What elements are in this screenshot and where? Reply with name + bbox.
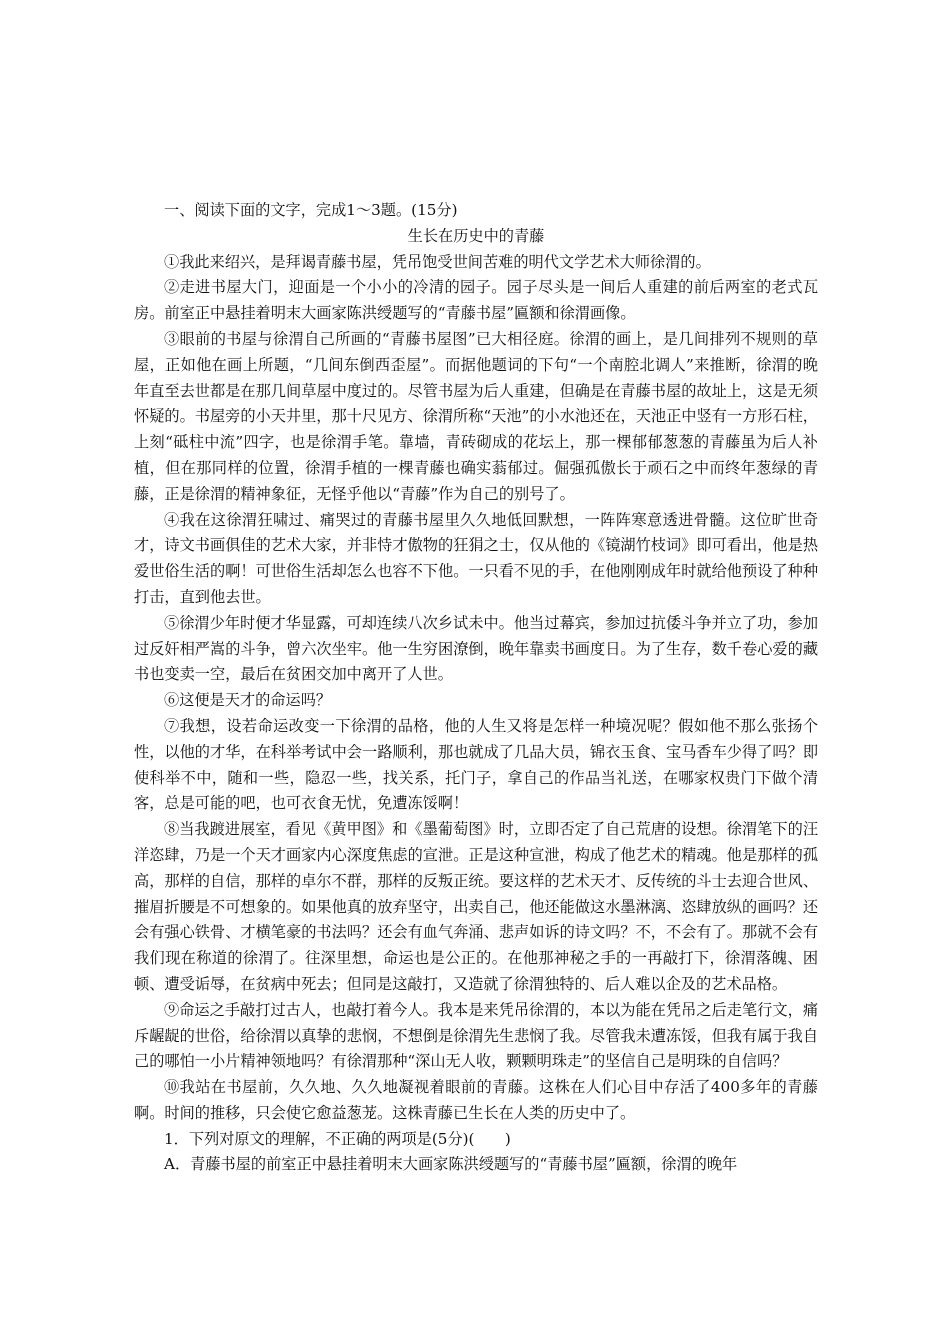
- paragraph-7: ⑦我想，设若命运改变一下徐渭的品格，他的人生又将是怎样一种境况呢？假如他不那么张扬个性，以他的才华，在科举考试中会一路顺利，那也就成了几品大员，锦衣玉食、宝马香车少得了吗？即使科举不中，随和一些，隐忍一些，找关系，托门子，拿自己的作品当礼送，在哪家权贵门下做个清客，总是可能的吧，也可衣食无忧，免遭冻馁啊！: [134, 716, 818, 813]
- section-header: 一、阅读下面的文字，完成1～3题。(15分): [164, 201, 458, 219]
- paragraph-4: ④我在这徐渭狂啸过、痛哭过的青藤书屋里久久地低回默想，一阵阵寒意透进骨髓。这位旷世奇才，诗文书画俱佳的艺术大家，并非恃才傲物的狂狷之士，仅从他的《镜湖竹枝词》即可看出，他是热爱世俗生活的啊！可世俗生活却怎么也容不下他。一只看不见的手，在他刚刚成年时就给他预设了种种打击，直到他去世。: [134, 510, 818, 606]
- paragraph-5: ⑤徐渭少年时便才华显露，可却连续八次乡试未中。他当过幕宾，参加过抗倭斗争并立了功，参加过反奸相严嵩的斗争，曾六次坐牢。他一生穷困潦倒，晚年靠卖书画度日。为了生存，数千卷心爱的藏书也变卖一空，最后在贫困交加中离开了人世。: [134, 613, 818, 684]
- paragraph-10: ⑩我站在书屋前，久久地、久久地凝视着眼前的青藤。这株在人们心目中存活了400多年的青藤啊。时间的推移，只会使它愈益葱茏。这株青藤已生长在人类的历史中了。: [134, 1078, 818, 1122]
- paragraph-8: ⑧当我踱进展室，看见《黄甲图》和《墨葡萄图》时，立即否定了自己荒唐的设想。徐渭笔下的汪洋恣肆，乃是一个天才画家内心深度焦虑的宣泄。正是这种宣泄，构成了他艺术的精魂。他是那样的孤高，那样的自信，那样的卓尔不群，那样的反叛正统。要这样的艺术天才、反传统的斗士去迎合世风、摧眉折腰是不可想象的。如果他真的放弃坚守，出卖自己，他还能做这水墨淋漓、恣肆放纵的画吗？还会有强心铁骨、才横笔豪的书法吗？还会有血气奔涌、悲声如诉的诗文吗？不，不会有了。那就不会有我们现在称道的徐渭了。往深里想，命运也是公正的。在他那神秘之手的一再敲打下，徐渭落魄、困顿、遭受诟辱，在贫病中死去；但同是这敲打，又造就了徐渭独特的、后人难以企及的艺术品格。: [134, 820, 818, 993]
- article-title: 生长在历史中的青藤: [407, 226, 545, 245]
- paragraph-9: ⑨命运之手敲打过古人，也敲打着今人。我本是来凭吊徐渭的，本以为能在凭吊之后走笔行文，痛斥龌龊的世俗，给徐渭以真挚的悲悯，不想倒是徐渭先生悲悯了我。尽管我未遭冻馁，但我有属于我自己的哪怕一小片精神领地吗？有徐渭那种“深山无人收，颗颗明珠走”的坚信自己是明珠的自信吗？: [134, 1000, 818, 1071]
- question-1: 1．下列对原文的理解，不正确的两项是(5分)( ): [164, 1129, 511, 1148]
- paragraph-6: ⑥这便是天才的命运吗？: [164, 691, 332, 710]
- document-page: [134, 196, 818, 1178]
- paragraph-3: ③眼前的书屋与徐渭自己所画的“青藤书屋图”已大相径庭。徐渭的画上，是几间排列不规则的草屋，正如他在画上所题，“几间东倒西歪屋”。而据他题词的下句“一个南腔北调人”来推断，徐渭的晚年直至去世都是在那几间草屋中度过的。尽管书屋为后人重建，但确是在青藤书屋的故址上，这是无须怀疑的。书屋旁的小天井里，那十尺见方、徐渭所称“天池”的小水池还在，天池正中竖有一方形石柱，上刻“砥柱中流”四字，也是徐渭手笔。靠墙，青砖砌成的花坛上，那一棵郁郁葱葱的青藤虽为后人补植，但在那同样的位置，徐渭手植的一棵青藤也确实蓊郁过。倔强孤傲长于顽石之中而终年葱绿的青藤，正是徐渭的精神象征，无怪乎他以“青藤”作为自己的别号了。: [134, 329, 818, 503]
- paragraph-1: ①我此来绍兴，是拜谒青藤书屋，凭吊饱受世间苦难的明代文学艺术大师徐渭的。: [164, 252, 711, 271]
- paragraph-2: ②走进书屋大门，迎面是一个小小的冷清的园子。园子尽头是一间后人重建的前后两室的老式瓦房。前室正中悬挂着明末大画家陈洪绶题写的“青藤书屋”匾额和徐渭画像。: [134, 278, 818, 323]
- option-a: A．青藤书屋的前室正中悬挂着明末大画家陈洪绶题写的“青藤书屋”匾额，徐渭的晚年: [164, 1155, 738, 1174]
